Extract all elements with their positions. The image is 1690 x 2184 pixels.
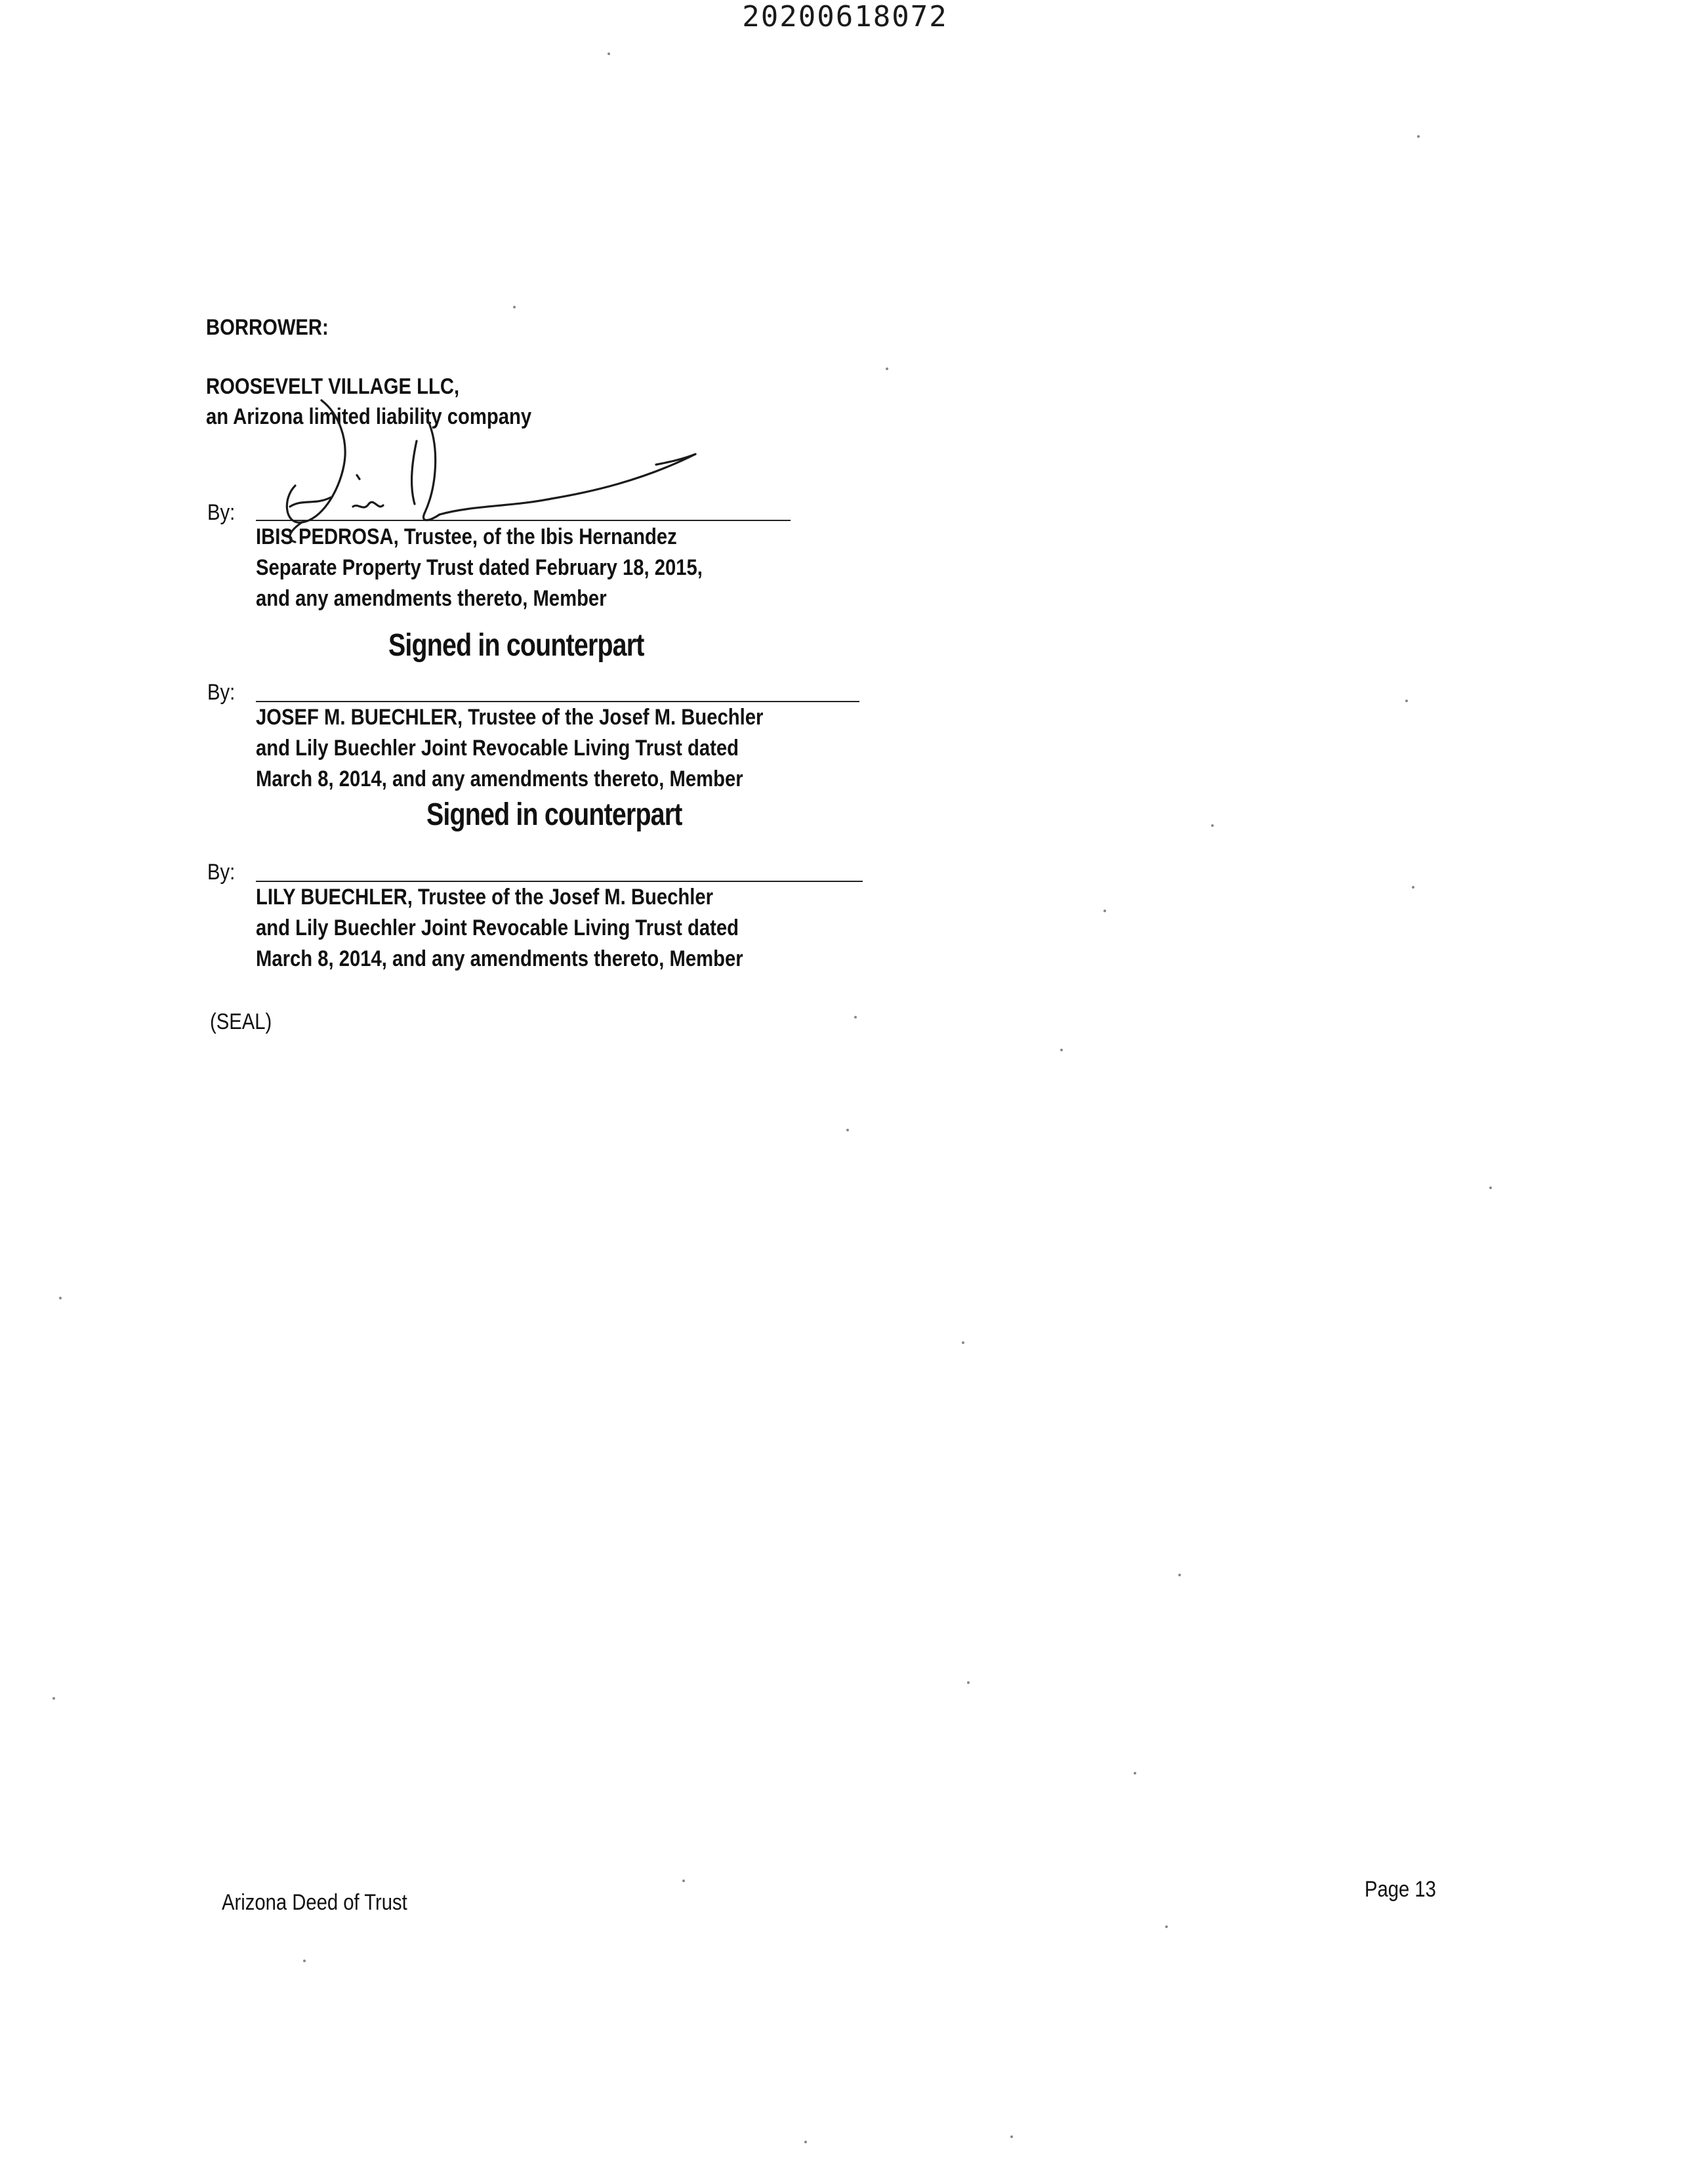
- by-label-2: By:: [207, 680, 236, 705]
- scan-speck: [1489, 1186, 1492, 1189]
- company-name: ROOSEVELT VILLAGE LLC,: [206, 374, 460, 399]
- scan-speck: [1412, 886, 1414, 889]
- signatory-2-line-3: March 8, 2014, and any amendments thereto, Member: [256, 766, 743, 791]
- counterpart-stamp-2: Signed in counterpart: [426, 797, 682, 832]
- scan-speck: [1211, 824, 1214, 827]
- scan-speck: [1178, 1574, 1181, 1576]
- scan-speck: [1405, 700, 1408, 702]
- signatory-3-line-3: March 8, 2014, and any amendments thereto, Member: [256, 946, 743, 971]
- scan-speck: [59, 1297, 62, 1299]
- scan-speck: [1134, 1772, 1136, 1774]
- scan-speck: [1417, 135, 1420, 138]
- scan-speck: [608, 52, 610, 55]
- signatory-3-line-2: and Lily Buechler Joint Revocable Living Trust dated: [256, 915, 739, 940]
- scan-speck: [303, 1960, 306, 1962]
- by-label-3: By:: [207, 860, 236, 885]
- scan-speck: [1060, 1049, 1063, 1051]
- by-label-1: By:: [207, 500, 236, 525]
- handwritten-signature: [276, 394, 709, 551]
- scan-speck: [846, 1129, 849, 1131]
- scan-speck: [1165, 1925, 1168, 1928]
- section-label: BORROWER:: [206, 315, 329, 340]
- signatory-2-line-2: and Lily Buechler Joint Revocable Living Trust dated: [256, 736, 739, 761]
- footer-page-label: Page 13: [1365, 1877, 1436, 1902]
- record-number: 20200618072: [742, 0, 948, 33]
- scan-speck: [967, 1681, 970, 1684]
- scan-speck: [1010, 2135, 1013, 2138]
- scan-speck: [52, 1697, 55, 1700]
- scan-speck: [962, 1341, 964, 1344]
- seal-label: (SEAL): [210, 1009, 272, 1034]
- signatory-1-line-3: and any amendments thereto, Member: [256, 586, 607, 611]
- scan-speck: [682, 1880, 685, 1882]
- scan-speck: [513, 306, 516, 308]
- scan-speck: [854, 1016, 857, 1018]
- signatory-1-line-1: IBIS PEDROSA, Trustee, of the Ibis Hernandez: [256, 524, 677, 549]
- scan-speck: [1103, 910, 1106, 912]
- signatory-2-line-1: JOSEF M. BUECHLER, Trustee of the Josef M. Buechler: [256, 705, 764, 730]
- scan-speck: [804, 2141, 807, 2143]
- scan-speck: [886, 368, 888, 370]
- counterpart-stamp-1: Signed in counterpart: [388, 628, 644, 663]
- signatory-1-line-2: Separate Property Trust dated February 18, 2015,: [256, 555, 703, 580]
- footer-document-title: Arizona Deed of Trust: [222, 1890, 407, 1915]
- signatory-3-line-1: LILY BUECHLER, Trustee of the Josef M. Buechler: [256, 885, 714, 910]
- company-description: an Arizona limited liability company: [206, 404, 532, 429]
